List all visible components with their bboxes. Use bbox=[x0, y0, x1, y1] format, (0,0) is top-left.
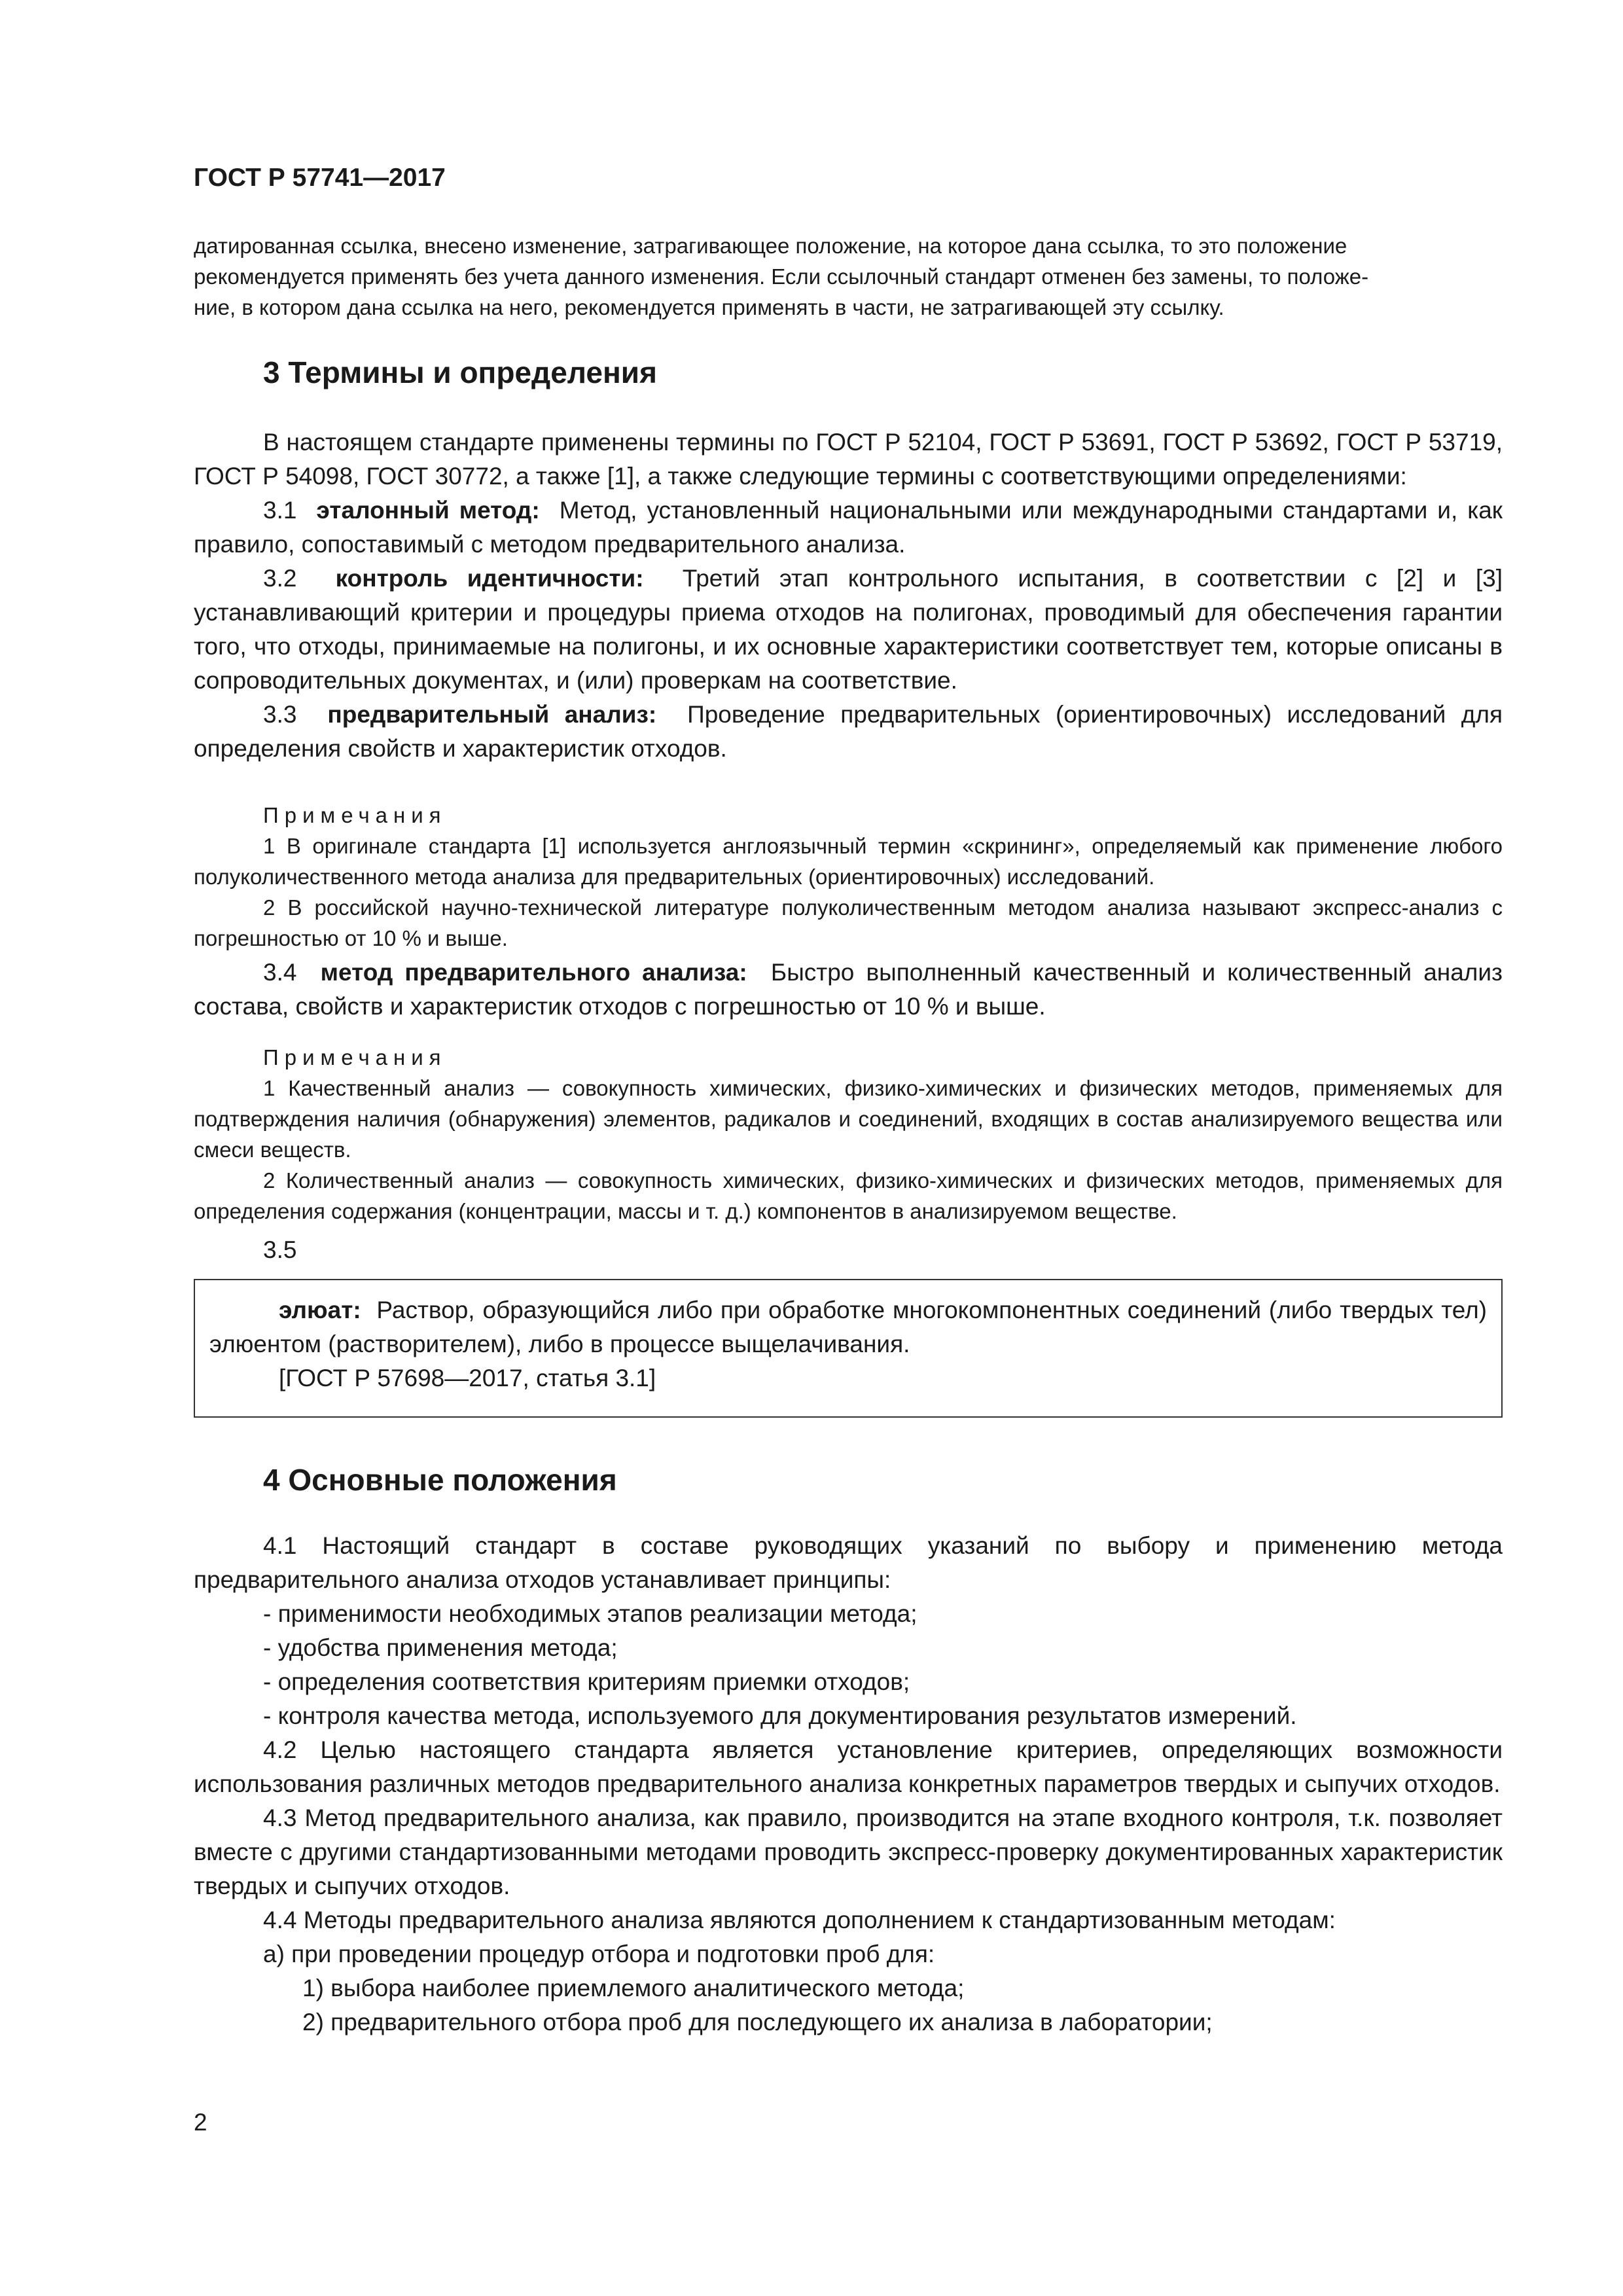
list-item: - удобства применения метода; bbox=[263, 1634, 618, 1661]
para-4-1: 4.1 Настоящий стандарт в составе руководящих указаний по выбору и применению метода предварительного анализа отходов устанавливает принципы: bbox=[194, 1532, 1503, 1593]
list-item: - контроля качества метода, используемого для документирования результатов измерений. bbox=[263, 1702, 1297, 1729]
list-item: - применимости необходимых этапов реализации метода; bbox=[263, 1600, 918, 1627]
section-3-body bbox=[194, 425, 1503, 766]
section-4-title: 4 Основные положения bbox=[263, 1463, 617, 1497]
page-number: 2 bbox=[194, 2109, 207, 2136]
section-4-body bbox=[194, 1529, 1503, 2039]
section-3-intro: В настоящем стандарте применены термины по ГОСТ Р 52104, ГОСТ Р 53691, ГОСТ Р 53692, ГОСТ Р 53719, ГОСТ Р 54098, ГОСТ 30772, а также [1], а также следующие термины с соответствующими определениями: bbox=[194, 429, 1503, 490]
document-page bbox=[194, 0, 1503, 2296]
intro-paragraph bbox=[194, 230, 1503, 323]
notes-heading: Примечания bbox=[263, 803, 447, 827]
term-3-3: 3.3 предварительный анализ: Проведение предварительных (ориентировочных) исследований для определения свойств и характеристик отходов. bbox=[194, 701, 1503, 762]
document-header: ГОСТ Р 57741—2017 bbox=[194, 164, 446, 192]
note-2: 2 В российской научно-технической литературе полуколичественным методом анализа называют экспресс-анализ с погрешностью от 10 % и выше. bbox=[194, 895, 1503, 950]
notes-heading: Примечания bbox=[263, 1045, 447, 1069]
list-item-a: а) при проведении процедур отбора и подготовки проб для: bbox=[263, 1941, 935, 1967]
term-number: 3.5 bbox=[263, 1236, 297, 1263]
section-3-title: 3 Термины и определения bbox=[263, 355, 657, 389]
note-1: 1 Качественный анализ — совокупность химических, физико-химических и физических методов, применяемых для подтверждения наличия (обнаружения) элементов, радикалов и соединений, входящих в состав анализируемого вещества или смеси веществ. bbox=[194, 1076, 1503, 1162]
term-source: [ГОСТ Р 57698—2017, статья 3.1] bbox=[279, 1365, 656, 1391]
notes-3-4 bbox=[194, 1042, 1503, 1227]
intro-line: ние, в котором дана ссылка на него, рекомендуется применять в части, не затрагивающей эту ссылку. bbox=[194, 295, 1224, 319]
para-4-4: 4.4 Методы предварительного анализа являются дополнением к стандартизованным методам: bbox=[263, 1907, 1336, 1933]
note-2: 2 Количественный анализ — совокупность химических, физико-химических и физических методов, применяемых для определения содержания (концентрации, массы и т. д.) компонентов в анализируемом веществе. bbox=[194, 1168, 1503, 1223]
term-3-5-box bbox=[194, 1279, 1503, 1418]
para-4-3: 4.3 Метод предварительного анализа, как правило, производится на этапе входного контроля, т.к. позволяет вместе с другими стандартизованными методами проводить экспресс-проверку документированных характеристик твердых и сыпучих отходов. bbox=[194, 1804, 1503, 1899]
term-3-2: 3.2 контроль идентичности: Третий этап контрольного испытания, в соответствии с [2] и [3] устанавливающий критерии и процедуры приема отходов на полигонах, проводимый для обеспечения гарантии того, что отходы, принимаемые на полигоны, и их основные характеристики соответствует тем, которые описаны в сопроводительных документах, и (или) проверкам на соответствие. bbox=[194, 565, 1503, 694]
term-3-5: элюат: Раствор, образующийся либо при обработке многокомпонентных соединений (либо твердых тел) элюентом (растворителем), либо в процессе выщелачивания. bbox=[209, 1297, 1487, 1357]
notes-3-3 bbox=[194, 800, 1503, 954]
term-3-1: 3.1 эталонный метод: Метод, установленный национальными или международными стандартами и, как правило, сопоставимый с методом предварительного анализа. bbox=[194, 497, 1503, 558]
para-4-2: 4.2 Целью настоящего стандарта является установление критериев, определяющих возможности использования различных методов предварительного анализа конкретных параметров твердых и сыпучих отходов. bbox=[194, 1736, 1503, 1797]
term-3-5-number bbox=[194, 1233, 1503, 1267]
list-item-a1: 1) выбора наиболее приемлемого аналитического метода; bbox=[302, 1975, 965, 2001]
intro-line: рекомендуется применять без учета данного изменения. Если ссылочный стандарт отменен без замены, то положе- bbox=[194, 264, 1369, 289]
note-1: 1 В оригинале стандарта [1] используется англоязычный термин «скрининг», определяемый как применение любого полуколичественного метода анализа для предварительных (ориентировочных) исследований. bbox=[194, 834, 1503, 889]
intro-line: датированная ссылка, внесено изменение, затрагивающее положение, на которое дана ссылка, то это положение bbox=[194, 234, 1347, 258]
term-3-4-block bbox=[194, 956, 1503, 1024]
list-item: - определения соответствия критериям приемки отходов; bbox=[263, 1668, 910, 1695]
list-item-a2: 2) предварительного отбора проб для последующего их анализа в лаборатории; bbox=[302, 2009, 1213, 2036]
term-3-4: 3.4 метод предварительного анализа: Быстро выполненный качественный и количественный анализ состава, свойств и характеристик отходов с погрешностью от 10 % и выше. bbox=[194, 959, 1503, 1020]
